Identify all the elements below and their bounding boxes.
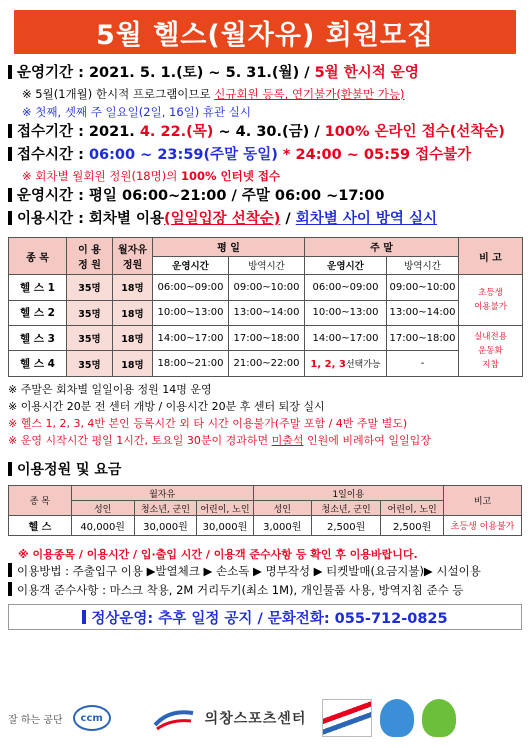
table-row: 헬 스 4 35명 18명 18:00~21:00 21:00~22:00 1, 2, 3선택가능 -	[9, 351, 523, 377]
schedule-table	[8, 237, 523, 377]
table-row: 헬 스 2 35명 18명 10:00~13:00 13:00~14:00 10:00~13:00 13:00~14:00	[9, 300, 523, 325]
logo-strip	[8, 694, 522, 742]
operation-line: 운영시간 : 평일 06:00~21:00 / 주말 06:00 ~17:00	[8, 185, 522, 208]
header-weekend: 주 말	[305, 238, 459, 257]
header-monthly: 월자유 정원	[113, 238, 153, 275]
header-capacity: 이 용 정 원	[67, 238, 113, 275]
remark-indoor-shoes: 실내전용 운동화 지참	[459, 326, 523, 377]
bullet-bar	[8, 65, 12, 79]
header-wd-dis: 방역시간	[229, 256, 305, 275]
reception-line: 접수기간 : 2021. 4. 22.(목) ~ 4. 30.(금) / 100% 온라인 접수(선착순)	[8, 121, 522, 144]
note-closed-days: ※ 첫째, 셋째 주 일요일(2일, 16일) 휴관 실시	[22, 105, 251, 119]
header-item: 종 목	[9, 238, 67, 275]
remark-no-kids: 초등생 이용불가	[459, 275, 523, 326]
notes-middle: ※ 주말은 회차별 일일이용 정원 14명 운영 ※ 이용시간 20분 전 센터 개방 / 이용시간 20분 후 센터 퇴장 실시 ※ 헬스 1, 2, 3, 4반 본인 등록시간 외 타 시간 이용불가(주말 포함 / 4반 주말 별도) ※ 운영 시작시간 평일 1시간, 토요일 30분이 경과하면 미출석 인원에 비례하여 일일입장	[8, 383, 431, 447]
ccm-logo: ccm	[73, 705, 111, 731]
page-title: 5월 헬스(월자유) 회원모집	[12, 8, 518, 56]
online-reception-text: 100% 온라인 접수(선착순)	[324, 124, 505, 140]
reception-time-line: 접수시간 : 06:00 ~ 23:59(주말 동일) * 24:00 ~ 05:59 접수불가	[8, 144, 522, 167]
sports-center-logo: 의창스포츠센터	[151, 705, 307, 731]
info-section	[8, 62, 522, 231]
note-new-members: ※ 5월(1개월) 한시적 프로그램이므로 신규회원 등록, 연기불가(환불만 가능)	[22, 87, 405, 101]
check-notice: ※ 이용종목 / 이용시간 / 입·출입 시간 / 이용객 준수사항 등 확인 후 이용바랍니다.	[18, 548, 418, 561]
contact-box: 정상운영: 추후 일정 공지 / 문화전화: 055-712-0825	[8, 604, 522, 630]
period-range: 2021. 5. 1.(토) ~ 5. 31.(월) /	[88, 65, 315, 81]
fees-table: 종 목 월자유 1일이용 비고 성인 청소년, 군인 어린이, 노인 성인 청소년, 군인 어린이, 노인 헬 스 40,000원 30,000원 30,000원 3,000원 2,500원 2,500원 초등생 이용불가	[8, 485, 522, 536]
table-row: 헬 스 3 35명 18명 14:00~17:00 17:00~18:00 14:00~17:00 17:00~18:00 실내전용 운동화 지참	[9, 326, 523, 351]
header-weekday: 평 일	[153, 238, 305, 257]
usage-line: 이용시간 : 회차별 이용(일일입장 선착순) / 회차별 사이 방역 실시	[8, 208, 522, 231]
fees-title: 이용정원 및 요금	[8, 459, 522, 479]
header-we-dis: 방역시간	[387, 256, 459, 275]
emblem-icon	[322, 699, 372, 737]
header-remark: 비 고	[459, 238, 523, 275]
swoosh-icon	[151, 705, 197, 731]
schedule-header-row	[9, 238, 523, 257]
mascot-icon	[380, 699, 414, 737]
method-line: 이용방법 : 주출입구 이용 ▶발열체크 ▶ 손소독 ▶ 명부작성 ▶ 티켓발매(요금지불)▶ 시설이용	[8, 562, 522, 581]
rules-line: 이용객 준수사항 : 마스크 착용, 2M 거리두기(최소 1M), 개인물품 사용, 방역지침 준수 등	[8, 581, 522, 600]
no-new-members-text: 신규회원 등록, 연기불가(환불만 가능)	[214, 87, 405, 101]
table-row: 헬 스 40,000원 30,000원 30,000원 3,000원 2,500원 2,500원 초등생 이용불가	[9, 516, 522, 536]
foundation-logo: 잘 하는 공단	[8, 714, 63, 726]
header-wd-op: 운영시간	[153, 256, 229, 275]
note-capacity: ※ 회차별 월회원 정원(18명)의 100% 인터넷 접수	[22, 169, 281, 183]
header-we-op: 운영시간	[305, 256, 387, 275]
period-limited: 5월 한시적 운영	[314, 65, 419, 81]
period-line	[8, 62, 522, 85]
period-label: 운영기간 :	[17, 65, 89, 81]
table-row: 헬 스 1 35명 18명 06:00~09:00 09:00~10:00 06:00~09:00 09:00~10:00 초등생 이용불가	[9, 275, 523, 300]
mascot-icon	[422, 699, 456, 737]
